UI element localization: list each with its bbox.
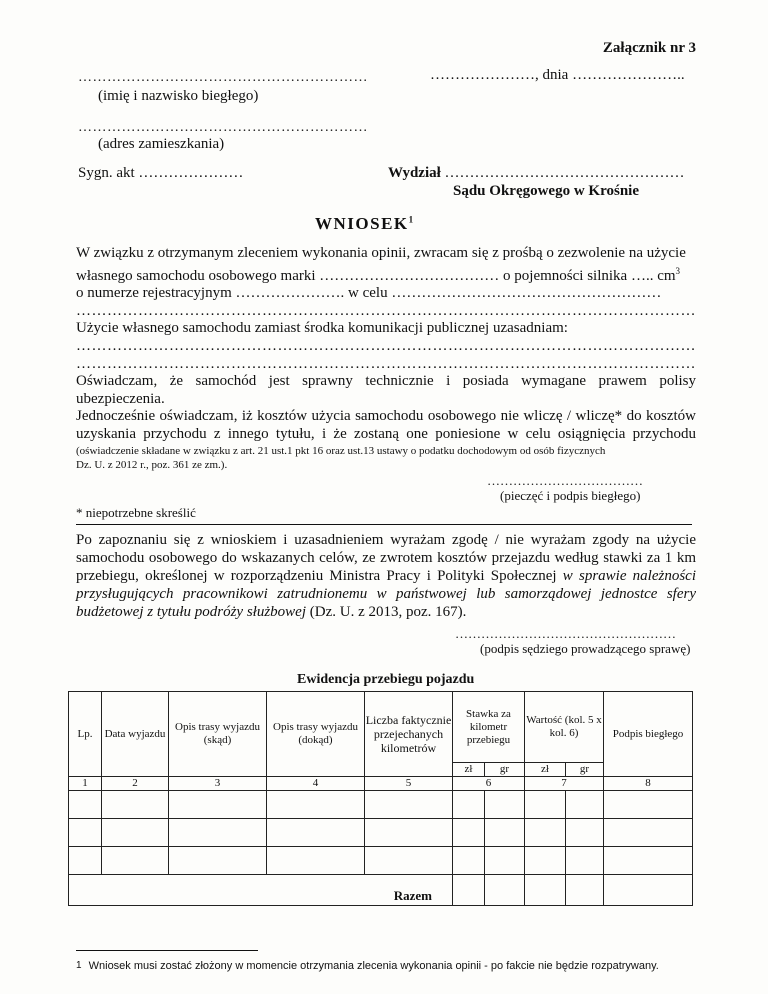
- log-title: Ewidencja przebiegu pojazdu: [297, 672, 475, 687]
- table-cell[interactable]: [566, 819, 604, 847]
- col-to: Opis trasy wyjazdu (dokąd): [267, 692, 365, 777]
- table-cell[interactable]: [485, 875, 525, 906]
- footnote: [76, 960, 659, 972]
- rate-gr: gr: [485, 763, 525, 777]
- table-cell[interactable]: [604, 791, 693, 819]
- department-label: Wydział: [388, 165, 441, 181]
- rate-zl: zł: [453, 763, 485, 777]
- col-rate: Stawka za kilometr przebiegu: [453, 692, 525, 763]
- table-cell[interactable]: [102, 791, 169, 819]
- table-cell[interactable]: [365, 819, 453, 847]
- request-body: [76, 245, 696, 472]
- table-cell[interactable]: [69, 819, 102, 847]
- table-cell[interactable]: [525, 847, 566, 875]
- name-field-label: (imię i nazwisko biegłego): [98, 88, 259, 104]
- table-row: [69, 819, 693, 847]
- table-cell[interactable]: [604, 847, 693, 875]
- attachment-label: Załącznik nr 3: [602, 40, 696, 56]
- expert-signature-label: (pieczęć i podpis biegłego): [500, 488, 641, 503]
- table-cell[interactable]: [169, 819, 267, 847]
- court-name: Sądu Okręgowego w Krośnie: [453, 183, 639, 199]
- legal-note-line-b: Dz. U. z 2012 r., poz. 361 ze zm.).: [76, 458, 228, 471]
- purpose-dots-line[interactable]: …………………………………………………………………………………………………………: [76, 302, 696, 319]
- declaration-1-line-b: ubezpieczenia.: [76, 390, 165, 407]
- table-cell[interactable]: [525, 791, 566, 819]
- total-row: [69, 875, 693, 906]
- table-row: [69, 847, 693, 875]
- judge-line-1: Po zapoznaniu się z wnioskiem i uzasadnieniem wyrażam zgodę / nie wyrażam zgody na użycie: [76, 532, 696, 548]
- table-cell[interactable]: [365, 791, 453, 819]
- judge-line-3: [76, 567, 696, 585]
- table-cell[interactable]: [453, 819, 485, 847]
- col-sign: Podpis biegłego: [604, 692, 693, 777]
- total-label: Razem: [69, 875, 453, 906]
- body-line-2-sup: 3: [675, 265, 681, 276]
- col-number: 8: [604, 777, 693, 791]
- table-cell[interactable]: [169, 847, 267, 875]
- table-cell[interactable]: [604, 875, 693, 906]
- document-title: [315, 214, 415, 234]
- legal-note-line-a: (oświadczenie składane w związku z art. 21 ust.1 pkt 16 oraz ust.13 ustawy o podatku dochodowym od osób fizycznych: [76, 444, 606, 457]
- table-cell[interactable]: [525, 875, 566, 906]
- justification-dots-line-1[interactable]: …………………………………………………………………………………………………………: [76, 337, 696, 354]
- col-number: 7: [525, 777, 604, 791]
- table-row: [69, 791, 693, 819]
- asterisk-note: * niepotrzebne skreślić: [76, 505, 196, 520]
- judge-line-3-italic: w sprawie należności: [562, 568, 697, 584]
- table-cell[interactable]: [485, 847, 525, 875]
- judge-signature-label: (podpis sędziego prowadzącego sprawę): [480, 641, 691, 656]
- value-gr: gr: [566, 763, 604, 777]
- declaration-2-line-b: uzyskania przychodu z innego tytułu, i że zostaną one poniesione w celu osiągnięcia przychodu: [76, 425, 696, 442]
- table-cell[interactable]: [102, 847, 169, 875]
- col-from: Opis trasy wyjazdu (skąd): [169, 692, 267, 777]
- table-cell[interactable]: [604, 819, 693, 847]
- table-cell[interactable]: [566, 791, 604, 819]
- judge-decision: [76, 531, 696, 621]
- address-field-label: (adres zamieszkania): [98, 136, 225, 152]
- col-number: 6: [453, 777, 525, 791]
- table-cell[interactable]: [267, 791, 365, 819]
- body-line-2-text: własnego samochodu osobowego marki ……………………………… o pojemności silnika ….. cm: [76, 267, 676, 284]
- judge-line-2: samochodu osobowego do wskazanych celów, ze zwrotem kosztów przejazdu według stawki za 1 km: [76, 550, 696, 566]
- declaration-2-line-a: Jednocześnie oświadczam, iż kosztów użycia samochodu osobowego nie wliczę / wliczę* do kosztów: [76, 408, 696, 425]
- body-line-1: W związku z otrzymanym zleceniem wykonania opinii, zwracam się z prośbą o zezwolenie na użycie: [76, 245, 686, 261]
- department-field[interactable]: [388, 165, 685, 182]
- col-value: Wartość (kol. 5 x kol. 6): [525, 692, 604, 763]
- title-footnote-ref: 1: [408, 214, 415, 225]
- value-zl: zł: [525, 763, 566, 777]
- justification-prompt: Użycie własnego samochodu zamiast środka komunikacji publicznej uzasadniam:: [76, 320, 568, 337]
- judge-line-5-italic: budżetowej z tytułu podróży służbowej: [76, 604, 306, 620]
- col-number: 4: [267, 777, 365, 791]
- expert-signature-dots[interactable]: ………………………………: [487, 473, 643, 488]
- col-number: 1: [69, 777, 102, 791]
- department-dots: …………………………………………: [444, 165, 685, 181]
- table-cell[interactable]: [566, 847, 604, 875]
- footnote-text: Wniosek musi zostać złożony w momencie otrzymania zlecenia wykonania opinii - po fakcie nie będzie rozpatrywany.: [88, 960, 659, 972]
- declaration-1-line-a: Oświadczam, że samochód jest sprawny technicznie i posiada wymagane prawem polisy: [76, 373, 696, 390]
- table-cell[interactable]: [453, 847, 485, 875]
- section-divider: [76, 524, 692, 525]
- body-line-3[interactable]: o numerze rejestracyjnym …………………. w celu ………………………………………………: [76, 285, 662, 302]
- judge-line-4: przysługujących pracownikowi zatrudnionemu w państwowej lub samorządowej jednostce sfery: [76, 586, 696, 602]
- col-date: Data wyjazdu: [102, 692, 169, 777]
- table-cell[interactable]: [566, 875, 604, 906]
- table-cell[interactable]: [69, 791, 102, 819]
- table-cell[interactable]: [485, 791, 525, 819]
- vehicle-log-table: [68, 691, 693, 906]
- justification-dots-line-2[interactable]: …………………………………………………………………………………………………………: [76, 355, 696, 372]
- col-number: 3: [169, 777, 267, 791]
- table-cell[interactable]: [69, 847, 102, 875]
- col-km: Liczba faktycznie przejechanych kilometrów: [365, 692, 453, 777]
- table-cell[interactable]: [365, 847, 453, 875]
- place-date-field[interactable]: …………………, dnia …………………..: [430, 67, 685, 83]
- judge-line-5: [76, 603, 696, 621]
- col-number: 5: [365, 777, 453, 791]
- table-cell[interactable]: [267, 847, 365, 875]
- table-cell[interactable]: [169, 791, 267, 819]
- judge-signature-dots[interactable]: ……………………………………………: [455, 626, 676, 641]
- table-cell[interactable]: [485, 819, 525, 847]
- table-cell[interactable]: [453, 791, 485, 819]
- title-text: WNIOSEK: [315, 214, 409, 233]
- footnote-rule: [76, 950, 258, 951]
- table-cell[interactable]: [102, 819, 169, 847]
- table-cell[interactable]: [453, 875, 485, 906]
- name-field-dots[interactable]: ……………………………………………………: [78, 70, 368, 85]
- footnote-number: 1: [76, 960, 82, 971]
- table-cell[interactable]: [525, 819, 566, 847]
- judge-line-3-regular: przebiegu, określonej w rozporządzeniu Ministra Pracy i Polityki Społecznej: [76, 568, 557, 584]
- col-lp: Lp.: [69, 692, 102, 777]
- table-cell[interactable]: [267, 819, 365, 847]
- col-number: 2: [102, 777, 169, 791]
- judge-line-5-regular: (Dz. U. z 2013, poz. 167).: [309, 604, 467, 620]
- case-reference-field[interactable]: Sygn. akt …………………: [78, 165, 244, 181]
- address-field-dots[interactable]: ……………………………………………………: [78, 120, 368, 135]
- body-line-2[interactable]: [76, 263, 696, 286]
